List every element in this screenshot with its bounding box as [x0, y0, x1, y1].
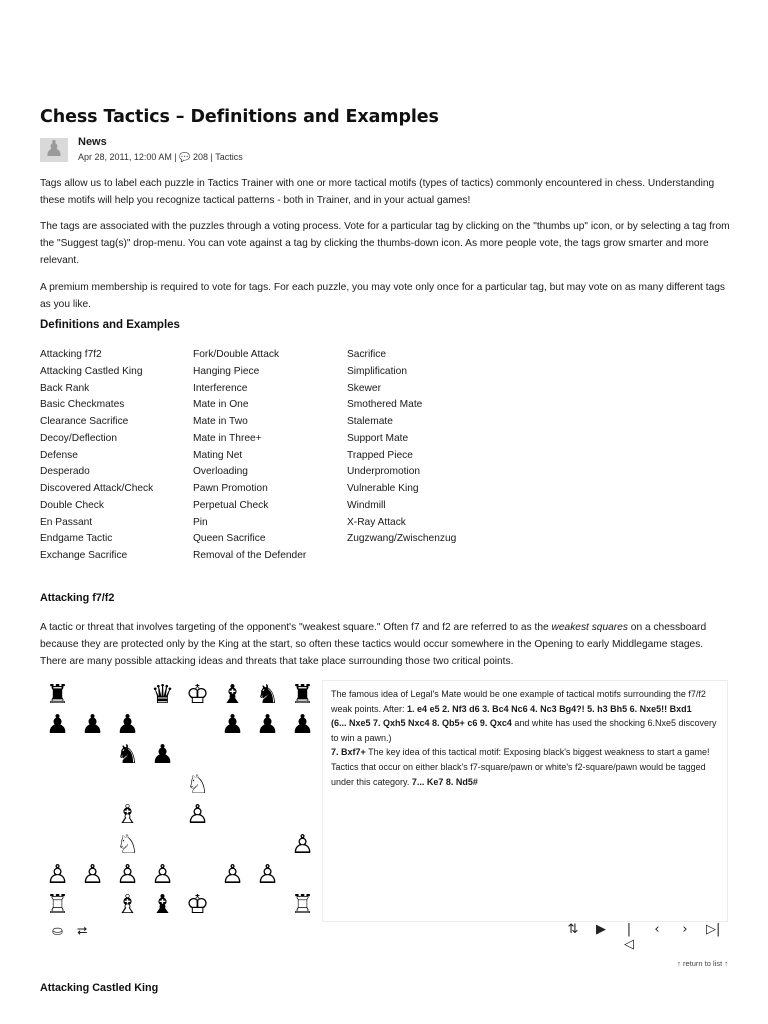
tag-link[interactable]: Smothered Mate	[347, 399, 423, 411]
chess-piece[interactable]: ♗	[115, 800, 140, 830]
tag-link[interactable]: Support Mate	[347, 432, 409, 444]
tag-link[interactable]: Zugzwang/Zwischenzug	[347, 533, 457, 545]
section-text-a: A tactic or threat that involves targeting of the opponent's "weakest square." Often f7 and f2 are referred to as the	[40, 622, 552, 633]
tag-link[interactable]: Attacking Castled King	[40, 365, 143, 377]
notes-moves[interactable]: (6... Nxe5 7. Qxh5 Nxc4 8. Qb5+ c6 9. Qxc4	[331, 718, 512, 729]
tag-link[interactable]: Windmill	[347, 499, 386, 511]
tag-link[interactable]: Mate in One	[193, 399, 249, 411]
tag-link[interactable]: Desperado	[40, 466, 90, 478]
tag-list-col2	[193, 347, 306, 565]
tag-link[interactable]: Overloading	[193, 466, 248, 478]
tag-link[interactable]: Sacrifice	[347, 349, 387, 360]
tag-link[interactable]: Interference	[193, 382, 248, 394]
chess-piece[interactable]: ♟	[45, 710, 70, 740]
chess-piece[interactable]: ♞	[115, 740, 140, 770]
notes-paragraph-2	[331, 716, 719, 745]
tag-list-col3	[347, 347, 456, 548]
notes-moves[interactable]: 7... Ke7 8. Nd5#	[411, 776, 478, 787]
tag-link[interactable]: Removal of the Defender	[193, 550, 307, 561]
tag-link[interactable]: Fork/Double Attack	[193, 349, 280, 360]
chess-piece[interactable]: ♙	[150, 860, 175, 890]
tag-link[interactable]: Trapped Piece	[347, 449, 413, 461]
chess-piece[interactable]: ♝	[150, 890, 175, 920]
tag-link[interactable]: Simplification	[347, 365, 408, 377]
page-title: Chess Tactics – Definitions and Examples	[40, 107, 439, 127]
play-icon[interactable]: ▶	[596, 922, 606, 937]
analysis-icon[interactable]: ⛀	[52, 924, 63, 939]
notes-text: and white has used the shocking 6.Nxe5 discovery to win a pawn.)	[331, 718, 717, 743]
section-heading-attacking-f7f2: Attacking f7/f2	[40, 592, 115, 604]
tag-link[interactable]: Perpetual Check	[193, 499, 269, 511]
tag-link[interactable]: Exchange Sacrifice	[40, 550, 128, 561]
tag-link[interactable]: Hanging Piece	[193, 365, 260, 377]
notes-moves[interactable]: 7. Bxf7+	[331, 747, 366, 758]
share-icon[interactable]: ⮂	[77, 924, 88, 939]
tag-link[interactable]: Underpromotion	[347, 466, 421, 478]
tag-list-col1	[40, 347, 153, 565]
tag-link[interactable]: Pawn Promotion	[193, 483, 268, 494]
chess-piece[interactable]: ♛	[150, 680, 175, 710]
tag-link[interactable]: Discovered Attack/Check	[40, 483, 154, 494]
tag-link[interactable]: Attacking f7f2	[40, 349, 102, 360]
playback-controls	[566, 922, 720, 952]
post-date: Apr 28, 2011, 12:00 AM |	[78, 152, 177, 162]
avatar[interactable]	[40, 138, 68, 162]
tag-link[interactable]: Vulnerable King	[347, 483, 419, 494]
chess-piece[interactable]: ♘	[185, 770, 210, 800]
tag-link[interactable]: Decoy/Deflection	[40, 432, 118, 444]
last-move-icon[interactable]: ▷|	[706, 922, 721, 937]
chess-piece[interactable]: ♖	[45, 890, 70, 920]
chess-board[interactable]	[40, 680, 320, 920]
game-notes-panel	[322, 680, 728, 922]
chess-piece[interactable]: ♝	[220, 680, 245, 710]
tag-link[interactable]: Basic Checkmates	[40, 399, 125, 411]
chess-piece[interactable]: ♙	[255, 860, 280, 890]
tag-link[interactable]: Clearance Sacrifice	[40, 416, 129, 427]
intro-paragraph-2: The tags are associated with the puzzles through a voting process. Vote for a particular tag by clicking on the "thumbs up" icon, or by selecting a tag from the "Suggest tag(s)" drop-menu. You can vote against a tag by clicking the thumbs-down icon. As more people vote, the tags grow smarter and more relevant.	[40, 221, 730, 266]
tag-link[interactable]: Mating Net	[193, 449, 243, 461]
author-name[interactable]: News	[78, 136, 107, 148]
chess-piece[interactable]: ♙	[290, 830, 315, 860]
notes-text: The key idea of this tactical motif: Exposing black's biggest weakness to start a game! Tactics that occur on either black's f7-square/pawn or white's f2-square/pawn would be tagged under this category.	[331, 747, 710, 787]
tag-link[interactable]: Endgame Tactic	[40, 533, 113, 545]
chess-piece[interactable]: ♘	[115, 830, 140, 860]
chess-piece[interactable]: ♙	[220, 860, 245, 890]
notes-text: The famous idea of Legal's Mate would be one example of tactical motifs surrounding the f7/f2 weak points. After:	[331, 689, 706, 714]
comment-count[interactable]: 208	[193, 152, 209, 162]
chess-piece[interactable]: ♟	[255, 710, 280, 740]
section-text-emphasis: weakest squares	[551, 622, 628, 633]
notes-paragraph-1	[331, 687, 719, 716]
return-to-list-link[interactable]: ↑ return to list ↑	[677, 959, 728, 968]
chess-piece[interactable]: ♟	[150, 740, 175, 770]
pawn-icon: ♟	[44, 138, 64, 162]
flip-board-icon[interactable]: ⇅	[567, 922, 579, 937]
intro-paragraph-1: Tags allow us to label each puzzle in Tactics Trainer with one or more tactical motifs (types of tactics) commonly encountered in chess. Understanding these motifs will help you recognize tactical patterns - both in Trainer, and in your actual games!	[40, 178, 715, 206]
definitions-heading: Definitions and Examples	[40, 319, 180, 331]
chess-piece[interactable]: ♟	[115, 710, 140, 740]
tag-link[interactable]: Double Check	[40, 499, 104, 511]
chess-piece[interactable]: ♞	[255, 680, 280, 710]
tag-link[interactable]: Back Rank	[40, 382, 90, 394]
tag-link[interactable]: Queen Sacrifice	[193, 533, 266, 545]
section-heading-attacking-castled-king: Attacking Castled King	[40, 982, 159, 994]
first-move-icon[interactable]: |◁	[624, 922, 634, 952]
chess-piece[interactable]: ♙	[80, 860, 105, 890]
tag-link[interactable]: X-Ray Attack	[347, 516, 406, 528]
tag-link[interactable]: Defense	[40, 449, 78, 461]
tag-link[interactable]: Pin	[193, 516, 208, 528]
previous-move-icon[interactable]: ‹	[654, 922, 660, 937]
chess-piece[interactable]: ♔	[185, 890, 210, 920]
chess-piece[interactable]: ♟	[80, 710, 105, 740]
chess-piece[interactable]: ♔	[185, 680, 210, 710]
tag-link[interactable]: Mate in Two	[193, 416, 248, 427]
notes-moves[interactable]: 1. e4 e5 2. Nf3 d6 3. Bc4 Nc6 4. Nc3 Bg4?! 5. h3 Bh5 6. Nxe5!! Bxd1	[407, 703, 692, 714]
article-meta	[78, 152, 243, 163]
chess-piece[interactable]: ♟	[220, 710, 245, 740]
comment-icon: 💬	[179, 152, 191, 162]
category-link[interactable]: | Tactics	[210, 152, 243, 162]
tag-link[interactable]: Skewer	[347, 382, 381, 394]
section-text-b: on a chessboard because they are protected only by the King at the start, so often these tactics would occur somewhere in the Opening to early Middlegame stages. There are many possible attacking ideas and threats that take place surrounding those two critical points.	[40, 622, 707, 667]
chess-piece[interactable]: ♜	[290, 680, 315, 710]
chess-piece[interactable]: ♙	[185, 800, 210, 830]
next-move-icon[interactable]: ›	[682, 922, 688, 937]
chess-piece[interactable]: ♟	[290, 710, 315, 740]
notes-paragraph-3	[331, 745, 719, 789]
chess-piece[interactable]: ♙	[45, 860, 70, 890]
intro-paragraph-3: A premium membership is required to vote for tags. For each puzzle, you may vote only once for a particular tag, but may vote on as many different tags as you like.	[40, 282, 725, 310]
section-paragraph	[40, 619, 730, 670]
chess-piece[interactable]: ♙	[115, 860, 140, 890]
chess-piece[interactable]: ♜	[45, 680, 70, 710]
chess-piece[interactable]: ♗	[115, 890, 140, 920]
tag-link[interactable]: En Passant	[40, 516, 93, 528]
chess-piece[interactable]: ♖	[290, 890, 315, 920]
tag-link[interactable]: Mate in Three+	[193, 432, 262, 444]
tag-link[interactable]: Stalemate	[347, 416, 393, 427]
